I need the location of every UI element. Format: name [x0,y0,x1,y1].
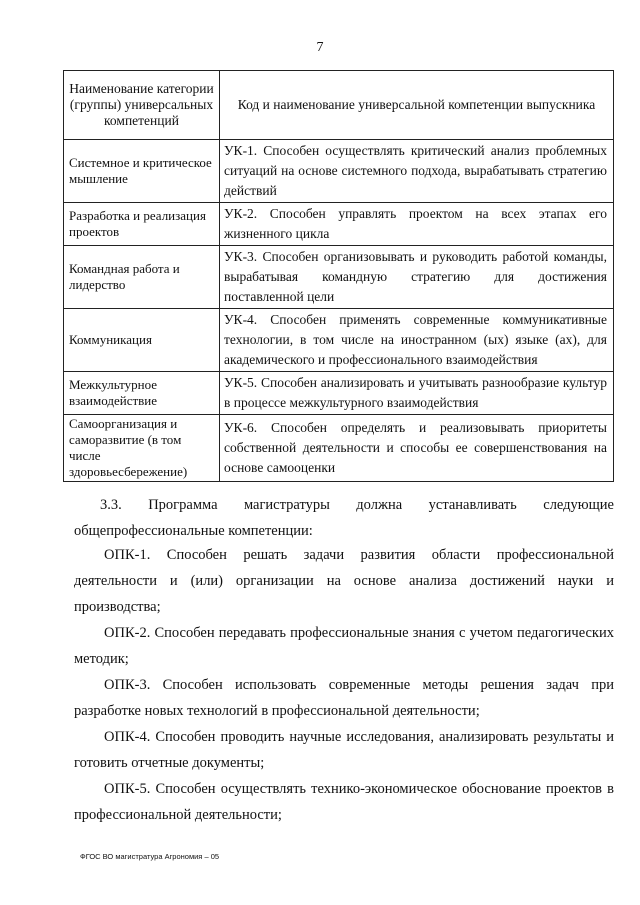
table-row [64,309,614,372]
category-cell: Разработка и реализация проектов [64,203,220,246]
table-row [64,246,614,309]
opk-5-paragraph: ОПК-5. Способен осуществлять технико-экономическое обоснование проектов в профессиональной деятельности; [74,781,614,823]
header-category: Наименование категории (группы) универсальных компетенций [64,71,220,140]
table-row [64,415,614,482]
opk-2-paragraph: ОПК-2. Способен передавать профессиональные знания с учетом педагогических методик; [74,625,614,667]
competence-cell: УК-1. Способен осуществлять критический анализ проблемных ситуаций на основе системного подхода, вырабатывать стратегию действий [220,140,614,203]
category-cell: Межкультурное взаимодействие [64,372,220,415]
header-competence: Код и наименование универсальной компетенции выпускника [220,71,614,140]
opk-4-paragraph: ОПК-4. Способен проводить научные исследования, анализировать результаты и готовить отчетные документы; [74,729,614,771]
page-number: 7 [316,40,324,55]
table-header-row [64,71,614,140]
opk-1-paragraph: ОПК-1. Способен решать задачи развития области профессиональной деятельности и (или) организации на основе анализа достижений науки и производства; [74,547,614,615]
competence-cell: УК-2. Способен управлять проектом на всех этапах его жизненного цикла [220,203,614,246]
table-row [64,140,614,203]
competence-cell: УК-5. Способен анализировать и учитывать разнообразие культур в процессе межкультурного взаимодействия [220,372,614,415]
competence-table [63,70,614,482]
competence-cell: УК-6. Способен определять и реализовывать приоритеты собственной деятельности и способы ее совершенствования на основе самооценки [220,415,614,482]
category-cell: Командная работа и лидерство [64,246,220,309]
page-footer: ФГОС ВО магистратура Агрономия – 05 [80,852,220,861]
competence-cell: УК-4. Способен применять современные коммуникативные технологии, в том числе на иностранном (ых) языке (ах), для академического и профессионального взаимодействия [220,309,614,372]
opk-3-paragraph: ОПК-3. Способен использовать современные методы решения задач при разработке новых технологий в профессиональной деятельности; [74,677,614,719]
category-cell: Коммуникация [64,309,220,372]
category-cell: Системное и критическое мышление [64,140,220,203]
table-row [64,203,614,246]
table-row [64,372,614,415]
competence-cell: УК-3. Способен организовывать и руководить работой команды, вырабатывая командную стратегию для достижения поставленной цели [220,246,614,309]
category-cell: Самоорганизация и саморазвитие (в том числе здоровьесбережение) [64,415,220,482]
section-3-3-paragraph: 3.3. Программа магистратуры должна устанавливать следующие общепрофессиональные компетенции: [74,497,614,539]
